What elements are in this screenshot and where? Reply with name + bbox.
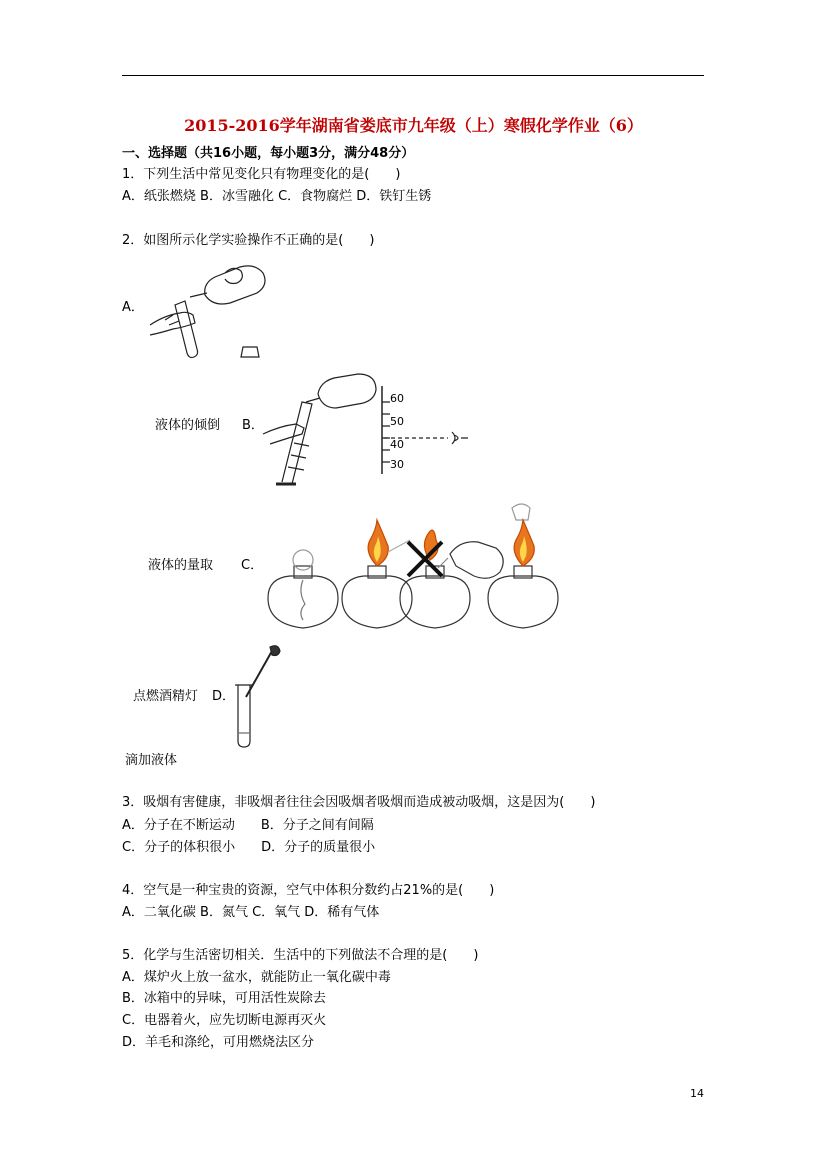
q2-label-c: C． — [241, 558, 264, 573]
caption-d: 点燃酒精灯 — [133, 689, 199, 704]
scale-tick-50: 50 — [390, 415, 404, 428]
caption-c: 液体的量取 — [148, 558, 214, 573]
q1-stem: 1．下列生活中常见变化只有物理变化的是( ) — [122, 167, 401, 182]
section-heading: 一、选择题（共16小题，每小题3分，满分48分） — [122, 146, 415, 161]
q5-option-a: A．煤炉火上放一盆水，就能防止一氧化碳中毒 — [122, 970, 391, 985]
q5-option-c: C．电器着火，应先切断电源再灭火 — [122, 1013, 327, 1028]
page-number: 14 — [690, 1087, 704, 1100]
q4-options: A．二氧化碳 B．氮气 C．氧气 D．稀有气体 — [122, 905, 380, 920]
q2-label-a: A． — [122, 300, 144, 315]
page-title: 2015-2016学年湖南省娄底市九年级（上）寒假化学作业（6） — [184, 116, 643, 135]
q2-label-b: B． — [242, 418, 264, 433]
figure-d-dropper — [232, 645, 292, 750]
header-rule — [122, 75, 704, 76]
scale-tick-60: 60 — [390, 392, 404, 405]
q3-options-ab: A．分子在不断运动 B．分子之间有间隔 — [122, 818, 374, 833]
scale-tick-40: 40 — [390, 438, 404, 451]
caption-end: 滴加液体 — [125, 753, 178, 768]
q3-stem: 3．吸烟有害健康，非吸烟者往往会因吸烟者吸烟而造成被动吸烟，这是因为( ) — [122, 795, 596, 810]
q5-option-b: B．冰箱中的异味，可用活性炭除去 — [122, 991, 326, 1006]
figure-b-measuring — [258, 372, 473, 487]
q5-option-d: D．羊毛和涤纶，可用燃烧法区分 — [122, 1035, 315, 1050]
figure-a-pouring — [145, 255, 275, 360]
q4-stem: 4．空气是一种宝贵的资源，空气中体积分数约占21%的是( ) — [122, 883, 495, 898]
figure-c-alcohol-lamps — [260, 500, 560, 635]
q5-stem: 5．化学与生活密切相关．生活中的下列做法不合理的是( ) — [122, 948, 479, 963]
scale-tick-30: 30 — [390, 458, 404, 471]
q3-options-cd: C．分子的体积很小 D．分子的质量很小 — [122, 840, 376, 855]
q1-options: A．纸张燃烧 B．冰雪融化 C．食物腐烂 D．铁钉生锈 — [122, 189, 432, 204]
q2-label-d: D． — [212, 689, 236, 704]
caption-b: 液体的倾倒 — [155, 418, 221, 433]
q2-stem: 2．如图所示化学实验操作不正确的是( ) — [122, 233, 375, 248]
